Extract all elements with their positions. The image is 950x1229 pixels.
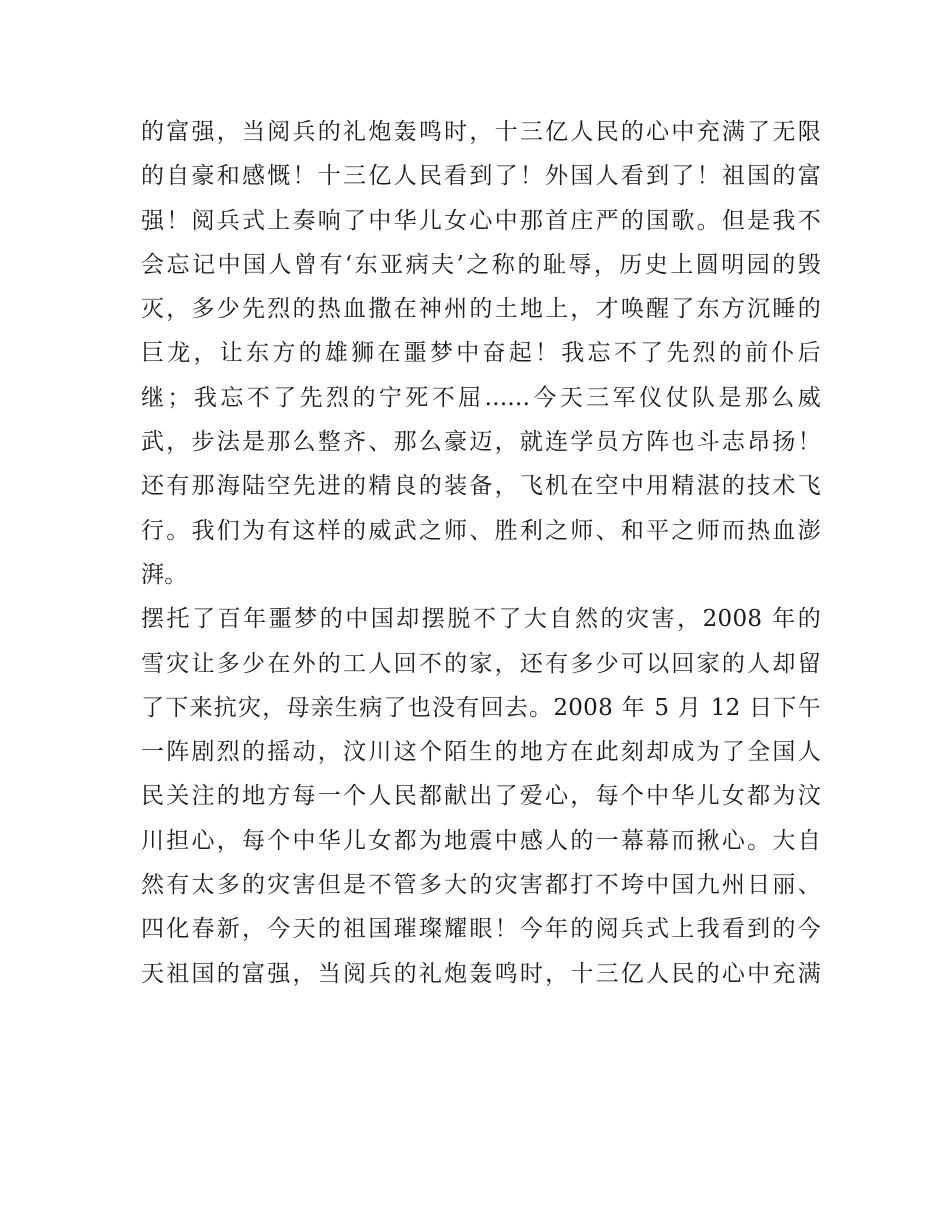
text-line: 灭，多少先烈的热血撒在神州的土地上，才唤醒了东方沉睡的 bbox=[141, 296, 821, 323]
text-line: 的富强，当阅兵的礼炮轰鸣时，十三亿人民的心中充满了无限 bbox=[141, 119, 821, 145]
text-line: 会忘记中国人曾有‘东亚病夫’之称的耻辱，历史上圆明园的毁 bbox=[141, 251, 821, 278]
text-line: 川担心，每个中华儿女都为地震中感人的一幕幕而揪心。大自 bbox=[141, 827, 821, 854]
text-line: 武，步法是那么整齐、那么豪迈，就连学员方阵也斗志昂扬！ bbox=[141, 429, 821, 456]
text-line: 还有那海陆空先进的精良的装备，飞机在空中用精湛的技术飞 bbox=[141, 473, 821, 500]
text-line: 雪灾让多少在外的工人回不的家，还有多少可以回家的人却留 bbox=[141, 650, 821, 677]
text-line: 然有太多的灾害但是不管多大的灾害都打不垮中国九州日丽、 bbox=[141, 872, 821, 899]
body-text bbox=[141, 110, 821, 996]
text-line: 民关注的地方每一个人民都献出了爱心，每个中华儿女都为汶 bbox=[141, 783, 821, 810]
text-line: 天祖国的富强，当阅兵的礼炮轰鸣时，十三亿人民的心中充满 bbox=[141, 960, 821, 987]
text-line: 行。我们为有这样的威武之师、胜利之师、和平之师而热血澎 bbox=[141, 517, 821, 544]
text-line: 一阵剧烈的摇动，汶川这个陌生的地方在此刻却成为了全国人 bbox=[141, 739, 821, 766]
text-line: 四化春新，今天的祖国璀璨耀眼！今年的阅兵式上我看到的今 bbox=[141, 916, 821, 943]
text-line: 继；我忘不了先烈的宁死不屈......今天三军仪仗队是那么威 bbox=[141, 384, 821, 411]
text-line: 摆托了百年噩梦的中国却摆脱不了大自然的灾害，2008 年的 bbox=[141, 606, 821, 633]
paragraph-end-line: 湃。 bbox=[141, 561, 188, 588]
text-line: 的自豪和感慨！十三亿人民看到了！外国人看到了！祖国的富 bbox=[141, 163, 821, 190]
text-line: 强！阅兵式上奏响了中华儿女心中那首庄严的国歌。但是我不 bbox=[141, 207, 821, 234]
text-line: 巨龙，让东方的雄狮在噩梦中奋起！我忘不了先烈的前仆后 bbox=[141, 340, 821, 367]
text-line: 了下来抗灾，母亲生病了也没有回去。2008 年 5 月 12 日下午 bbox=[141, 694, 821, 721]
